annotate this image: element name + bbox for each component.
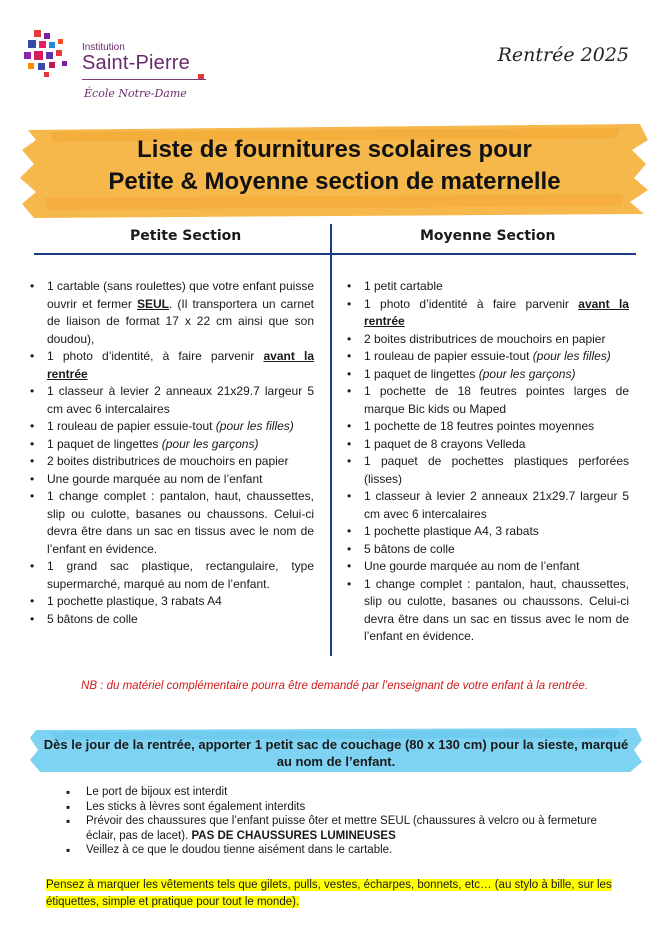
list-item: • 1 photo d’identité à faire parvenir avant la rentrée — [347, 296, 629, 331]
reminder-text: Pensez à marquer les vêtements tels que gilets, pulls, vestes, écharpes, bonnets, etc… (au stylo à bille, sur les étiquettes, simple et pratique pour tout le monde). — [46, 879, 612, 908]
logo-mosaic-icon — [22, 28, 82, 78]
list-item: • 2 boites distributrices de mouchoirs en papier — [30, 453, 314, 471]
petite-section-list — [30, 278, 314, 628]
list-item: • 1 paquet de 8 crayons Velleda — [347, 436, 629, 454]
list-item: • 1 change complet : pantalon, haut, chaussettes, slip ou culotte, basanes ou chaussons. Celui-ci devra être dans un sac en tissus avec le nom de l’enfant en évidence. — [347, 576, 629, 646]
reminder-note — [46, 877, 632, 911]
list-item: • 5 bâtons de colle — [30, 611, 314, 629]
logo-institution-label: Institution — [82, 42, 125, 53]
list-item: • 1 pochette plastique A4, 3 rabats — [347, 523, 629, 541]
logo-school-name: École Notre-Dame — [84, 87, 187, 100]
list-item: • 1 photo d’identité, à faire parvenir avant la rentrée — [30, 348, 314, 383]
rules-list — [66, 785, 606, 858]
list-item: • 2 boites distributrices de mouchoirs en papier — [347, 331, 629, 349]
list-item: • Une gourde marquée au nom de l’enfant — [347, 558, 629, 576]
list-item: • 1 pochette de 18 feutres pointes moyennes — [347, 418, 629, 436]
page-title — [0, 134, 669, 198]
list-item: • 1 cartable (sans roulettes) que votre enfant puisse ouvrir et fermer SEUL. (Il transportera un carnet de liaison de format 17 x 22 cm ainsi que son doudou), — [30, 278, 314, 348]
list-item: • Une gourde marquée au nom de l’enfant — [30, 471, 314, 489]
sleeping-bag-notice: Dès le jour de la rentrée, apporter 1 petit sac de couchage (80 x 130 cm) pour la sieste, marqué au nom de l’enfant. — [43, 737, 629, 769]
logo-name: Saint-Pierre — [82, 52, 190, 74]
logo-divider — [82, 79, 206, 80]
heading-moyenne-section: Moyenne Section — [420, 228, 556, 244]
school-logo — [22, 28, 212, 108]
list-item: • 1 pochette de 18 feutres pointes larges de marque Bic kids ou Maped — [347, 383, 629, 418]
list-item: • 5 bâtons de colle — [347, 541, 629, 559]
list-item: • 1 classeur à levier 2 anneaux 21x29.7 largeur 5 cm avec 6 intercalaires — [30, 383, 314, 418]
list-item: • 1 change complet : pantalon, haut, chaussettes, slip ou culotte, basanes ou chaussons. Celui-ci devra être dans un sac en tissus avec le nom de l’enfant en évidence. — [30, 488, 314, 558]
title-line-2: Petite & Moyenne section de maternelle — [108, 168, 561, 195]
list-item: ▪ Le port de bijoux est interdit — [66, 785, 606, 800]
list-item: • 1 rouleau de papier essuie-tout (pour les filles) — [30, 418, 314, 436]
list-item: ▪ Les sticks à lèvres sont également interdits — [66, 800, 606, 815]
nb-note: NB : du matériel complémentaire pourra être demandé par l’enseignant de votre enfant à la rentrée. — [81, 680, 588, 692]
school-year-label: Rentrée 2025 — [497, 44, 629, 66]
list-item: • 1 paquet de pochettes plastiques perforées (lisses) — [347, 453, 629, 488]
list-item: • 1 petit cartable — [347, 278, 629, 296]
column-divider-horizontal — [34, 253, 636, 255]
title-line-1: Liste de fournitures scolaires pour — [137, 136, 532, 163]
list-item: ▪ Veillez à ce que le doudou tienne aisément dans le cartable. — [66, 843, 606, 858]
list-item: • 1 paquet de lingettes (pour les garçons) — [30, 436, 314, 454]
list-item: • 1 pochette plastique, 3 rabats A4 — [30, 593, 314, 611]
moyenne-section-list — [347, 278, 629, 646]
list-item: • 1 paquet de lingettes (pour les garçons) — [347, 366, 629, 384]
list-item: • 1 rouleau de papier essuie-tout (pour les filles) — [347, 348, 629, 366]
list-item: • 1 grand sac plastique, rectangulaire, type supermarché, marqué au nom de l’enfant. — [30, 558, 314, 593]
heading-petite-section: Petite Section — [130, 228, 242, 244]
list-item: ▪ Prévoir des chaussures que l’enfant puisse ôter et mettre SEUL (chaussures à velcro ou à fermeture éclair, pas de lacet). PAS DE CHAUSSURES LUMINEUSES — [66, 814, 606, 843]
column-divider-vertical — [330, 224, 332, 656]
list-item: • 1 classeur à levier 2 anneaux 21x29.7 largeur 5 cm avec 6 intercalaires — [347, 488, 629, 523]
